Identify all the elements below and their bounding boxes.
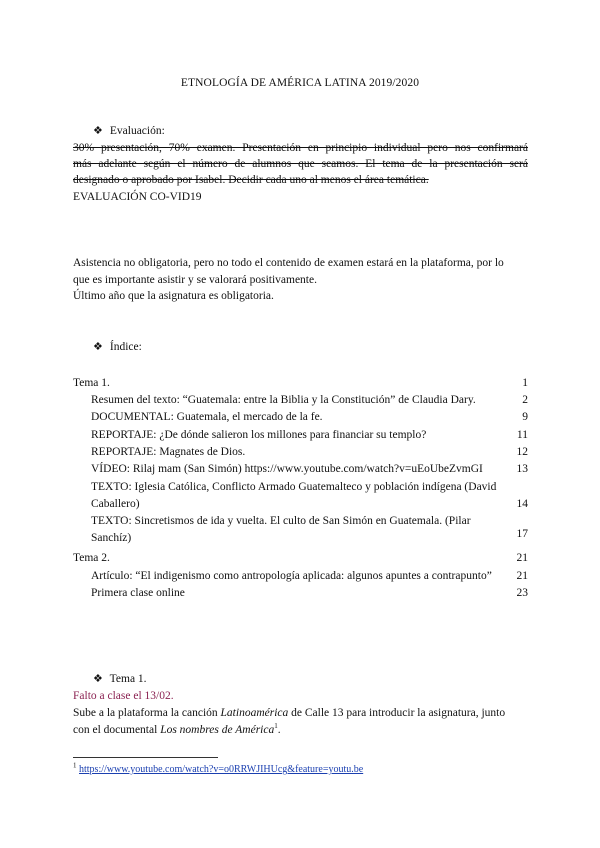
toc-entry[interactable]	[91, 444, 528, 461]
toc-page-number: 21	[516, 570, 528, 582]
footnote-separator	[73, 757, 218, 758]
toc-entry[interactable]	[91, 461, 528, 478]
footnote-reference[interactable]: 1	[274, 722, 278, 731]
indice-heading: Índice:	[109, 341, 142, 353]
toc-page-number: 21	[516, 552, 528, 564]
text-run: de Calle 13 para introducir la asignatura, junto	[288, 707, 506, 719]
toc-entry[interactable]	[91, 513, 528, 546]
text-run: con el documental	[73, 724, 161, 736]
toc-page-number: 1	[522, 377, 528, 389]
toc-entry-label: DOCUMENTAL: Guatemala, el mercado de la fe.	[91, 411, 323, 423]
covid-evaluation-label: EVALUACIÓN CO-VID19	[73, 191, 202, 203]
toc-page-number: 9	[522, 411, 528, 423]
toc-entry-label-continued: Sanchíz)	[91, 531, 132, 544]
toc-entry[interactable]	[91, 479, 528, 512]
toc-entry-label: Tema 1.	[73, 377, 110, 389]
page-title: ETNOLOGÍA DE AMÉRICA LATINA 2019/2020	[180, 77, 420, 89]
toc-entry-label: Resumen del texto: “Guatemala: entre la Biblia y la Constitución” de Claudia Dary.	[91, 394, 476, 406]
toc-entry-label: REPORTAJE: ¿De dónde salieron los millones para financiar su templo?	[91, 429, 427, 441]
diamond-bullet-icon: ❖	[93, 341, 103, 353]
footnote-number: 1	[73, 761, 77, 770]
absence-note: Falto a clase el 13/02.	[73, 690, 174, 702]
footnote	[73, 762, 363, 779]
diamond-bullet-icon: ❖	[93, 125, 103, 137]
toc-entry[interactable]	[91, 427, 528, 444]
toc-entry[interactable]	[91, 568, 528, 585]
toc-entry-tema1[interactable]	[73, 375, 528, 392]
toc-page-number: 2	[522, 394, 528, 406]
toc-page-number: 13	[516, 463, 528, 475]
toc-entry-label-continued: Caballero)	[91, 497, 140, 510]
tema1-paragraph-line-2	[73, 722, 528, 739]
toc-entry-label: VÍDEO: Rilaj mam (San Simón) https://www.youtube.com/watch?v=uEoUbeZvmGI	[91, 463, 483, 475]
toc-page-number: 11	[516, 429, 528, 441]
toc-page-number: 12	[516, 446, 528, 458]
toc-entry[interactable]	[91, 409, 528, 426]
text-run: .	[277, 724, 281, 736]
tema1-heading-row	[93, 671, 147, 688]
text-run: Sube a la plataforma la canción	[73, 707, 221, 719]
song-title: Latinoamérica	[220, 707, 289, 719]
indice-heading-row	[93, 339, 142, 356]
toc-entry-tema2[interactable]	[73, 550, 528, 567]
toc-entry-label: TEXTO: Iglesia Católica, Conflicto Armado Guatemalteco y población indígena (David	[91, 481, 497, 493]
footnote-link[interactable]: https://www.youtube.com/watch?v=o0RRWJIHUcg&feature=youtu.be	[79, 764, 364, 775]
documentary-title: Los nombres de América	[160, 724, 275, 736]
toc-entry[interactable]	[91, 392, 528, 409]
toc-entry-label: Primera clase online	[91, 587, 185, 599]
toc-entry-label: Artículo: “El indigenismo como antropología aplicada: algunos apuntes a contrapunto”	[91, 570, 492, 582]
struck-text-line-1: 30% presentación, 70% examen. Presentación en principio individual pero nos confirmará	[73, 142, 528, 154]
asistencia-line-2: que es importante asistir y se valorará positivamente.	[73, 274, 317, 286]
struck-text-line-3: designado o aprobado por Isabel. Decidir cada uno al menos el área temática.	[73, 174, 429, 186]
toc-page-number: 17	[516, 528, 528, 540]
toc-entry[interactable]	[91, 585, 528, 602]
evaluacion-heading: Evaluación:	[109, 125, 165, 137]
tema1-paragraph-line-1	[73, 705, 528, 722]
toc-page-number: 23	[516, 587, 528, 599]
toc-entry-label: REPORTAJE: Magnates de Dios.	[91, 446, 246, 458]
toc-entry-label: TEXTO: Sincretismos de ida y vuelta. El culto de San Simón en Guatemala. (Pilar	[91, 515, 471, 527]
diamond-bullet-icon: ❖	[93, 673, 103, 685]
struck-text-line-2: más adelante según el número de alumnos que seamos. El tema de la presentación será	[73, 158, 528, 170]
evaluacion-heading-row	[93, 123, 165, 140]
asistencia-line-3: Último año que la asignatura es obligatoria.	[73, 290, 274, 302]
asistencia-line-1: Asistencia no obligatoria, pero no todo el contenido de examen estará en la plataforma, por lo	[73, 257, 504, 269]
tema1-heading: Tema 1.	[109, 673, 147, 685]
toc-page-number: 14	[516, 498, 528, 510]
toc-entry-label: Tema 2.	[73, 552, 110, 564]
